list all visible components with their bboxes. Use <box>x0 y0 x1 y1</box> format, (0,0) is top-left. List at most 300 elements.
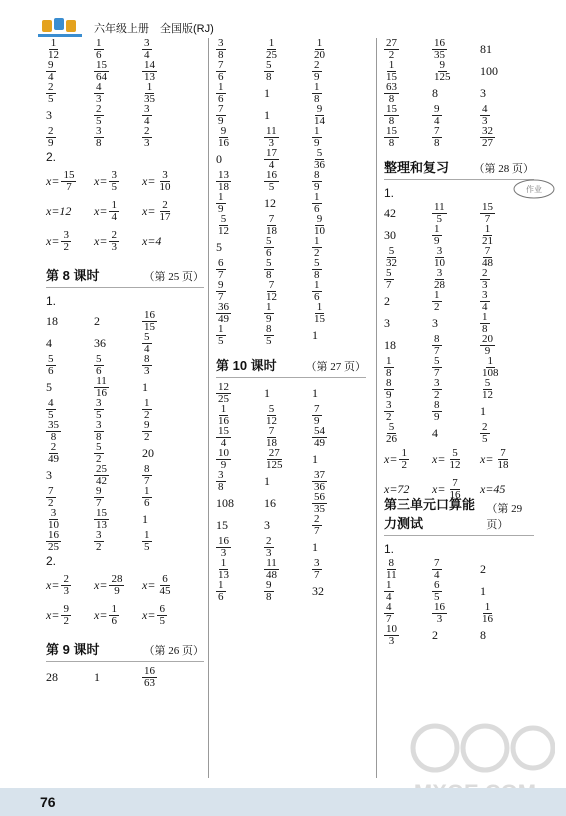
answer-row <box>46 196 204 226</box>
denominator: 49 <box>314 436 325 449</box>
numerator: 1 <box>218 322 224 335</box>
denominator: 4 <box>386 590 392 603</box>
denominator: 4 <box>144 342 150 355</box>
answer-cell <box>142 486 152 508</box>
fraction <box>432 602 447 625</box>
numerator: 37 <box>314 468 325 481</box>
numerator: 5 <box>266 58 272 71</box>
denominator: 10 <box>314 224 325 237</box>
section-title: 第三单元口算能力测试 <box>384 497 476 531</box>
fraction <box>480 126 495 149</box>
fraction <box>480 104 490 127</box>
answer-cell <box>142 166 172 196</box>
numerator: 15 <box>96 58 107 71</box>
denominator: 15 <box>386 70 397 83</box>
answer-cell <box>264 214 279 236</box>
fraction <box>94 82 104 105</box>
fraction <box>109 230 119 253</box>
fraction <box>109 574 124 597</box>
numerator: 1 <box>484 222 491 235</box>
answer-cell <box>480 378 495 400</box>
answer-value: 1 <box>264 385 270 400</box>
answer-row <box>46 376 204 398</box>
fraction <box>142 420 152 443</box>
answer-row <box>46 126 204 148</box>
answer-cell <box>384 422 399 444</box>
answer-cell <box>312 492 327 514</box>
answer-value: 15 <box>216 517 228 532</box>
equation-answer <box>142 200 172 223</box>
denominator: 8 <box>388 92 395 105</box>
fraction <box>384 246 399 269</box>
fraction <box>142 666 157 689</box>
fraction <box>157 604 167 627</box>
denominator: 42 <box>96 474 107 487</box>
numerator: 2 <box>482 266 488 279</box>
denominator: 11 <box>386 568 397 581</box>
equation-variable: x= <box>142 173 156 188</box>
fraction <box>432 38 447 61</box>
answer-row <box>46 442 204 464</box>
denominator: 16 <box>218 414 229 427</box>
question-label: 1. <box>46 294 57 308</box>
answer-cell <box>216 382 231 404</box>
answer-cell <box>384 224 396 246</box>
equation-variable: x= <box>94 203 108 218</box>
denominator: 5 <box>144 540 150 553</box>
equation-variable: x= <box>94 173 108 188</box>
answer-row <box>46 60 204 82</box>
fraction <box>432 104 442 127</box>
answer-cell <box>142 420 152 442</box>
fraction <box>94 376 109 399</box>
equation-answer <box>94 574 124 597</box>
numerator: 5 <box>220 212 227 225</box>
answer-cell <box>216 280 226 302</box>
answer-cell <box>46 310 58 332</box>
answer-cell <box>216 514 228 536</box>
numerator: 28 <box>111 572 123 585</box>
answer-value: 81 <box>480 41 492 56</box>
equation-answer <box>142 574 172 597</box>
denominator: 8 <box>96 430 102 443</box>
fraction <box>94 354 104 377</box>
section-page-ref: （第 28 页） <box>473 163 534 175</box>
answer-cell <box>480 38 492 60</box>
fraction <box>264 214 279 237</box>
fraction <box>432 400 442 423</box>
answer-cell <box>46 376 52 398</box>
denominator: 9 <box>218 114 224 127</box>
answer-cell <box>480 246 495 268</box>
denominator: 10 <box>434 256 445 269</box>
denominator: 6 <box>266 246 272 259</box>
fraction <box>480 602 495 625</box>
numerator: 8 <box>144 462 150 475</box>
fraction <box>216 470 226 493</box>
answer-cell <box>432 268 447 290</box>
fraction <box>142 464 152 487</box>
numerator: 8 <box>434 398 440 411</box>
numerator: 3 <box>96 418 102 431</box>
fraction <box>216 82 226 105</box>
fraction <box>312 104 327 127</box>
denominator: 2 <box>434 388 440 401</box>
numerator: 6 <box>218 256 224 269</box>
numerator: 5 <box>434 354 440 367</box>
fraction <box>216 258 226 281</box>
answer-row <box>46 420 204 442</box>
answer-cell <box>432 444 462 474</box>
numerator: 15 <box>218 424 229 437</box>
fraction <box>94 38 104 61</box>
denominator: 9 <box>314 136 320 149</box>
answer-cell <box>432 290 442 312</box>
answer-cell <box>94 486 104 508</box>
answer-cell <box>312 404 322 426</box>
denominator: 9 <box>386 388 392 401</box>
numerator: 7 <box>268 424 275 437</box>
denominator: 9 <box>266 312 272 325</box>
answer-cell <box>432 246 447 268</box>
denominator: 18 <box>497 458 509 471</box>
numerator: 12 <box>218 380 229 393</box>
fraction <box>94 60 109 83</box>
fraction <box>384 602 394 625</box>
fraction <box>94 420 104 443</box>
denominator: 25 <box>266 48 277 61</box>
fraction <box>46 60 56 83</box>
numerator: 3 <box>386 398 392 411</box>
numerator: 9 <box>316 212 323 225</box>
answer-cell <box>142 666 157 688</box>
denominator: 12 <box>266 414 277 427</box>
denominator: 2 <box>401 458 407 471</box>
answer-cell <box>432 60 453 82</box>
answer-row <box>46 166 204 196</box>
answer-row <box>46 464 204 486</box>
answer-column-1 <box>46 38 204 688</box>
fraction <box>432 334 442 357</box>
fraction <box>109 604 119 627</box>
fraction <box>264 404 279 427</box>
answer-row <box>384 312 534 334</box>
answer-cell <box>142 60 157 82</box>
numerator: 2 <box>96 102 102 115</box>
denominator: 3 <box>144 136 150 149</box>
fraction <box>142 38 152 61</box>
answer-value: 3 <box>432 315 438 330</box>
fraction <box>312 302 327 325</box>
answer-cell <box>432 224 442 246</box>
fraction <box>480 268 490 291</box>
answer-row <box>46 38 204 60</box>
denominator: 13 <box>144 70 155 83</box>
answer-row <box>216 148 366 170</box>
denominator: 10 <box>48 518 59 531</box>
answer-cell <box>480 602 495 624</box>
denominator: 8 <box>482 322 488 335</box>
denominator: 2 <box>48 496 54 509</box>
numerator: 8 <box>434 332 440 345</box>
numerator: 1 <box>50 36 57 49</box>
answer-value: 3 <box>46 467 52 482</box>
numerator: 8 <box>314 168 320 181</box>
denominator: 4 <box>48 70 54 83</box>
fraction <box>432 224 442 247</box>
answer-cell <box>94 38 104 60</box>
answer-row <box>384 334 534 356</box>
numerator: 10 <box>218 446 229 459</box>
fraction <box>312 558 322 581</box>
fraction <box>94 486 104 509</box>
answer-cell <box>312 38 327 60</box>
answer-cell <box>264 236 274 258</box>
denominator: 108 <box>482 366 499 379</box>
denominator: 3 <box>268 136 275 149</box>
numerator: 1 <box>96 36 102 49</box>
section-title: 第 8 课时 <box>46 268 100 283</box>
denominator: 3 <box>482 114 488 127</box>
numerator: 1 <box>218 578 224 591</box>
answer-value: 18 <box>384 337 396 352</box>
numerator: 27 <box>386 36 397 49</box>
fraction <box>142 398 152 421</box>
denominator: 2 <box>144 430 150 443</box>
denominator: 3 <box>436 612 443 625</box>
header-text: 六年级上册 全国版(RJ) <box>94 23 214 35</box>
denominator: 8 <box>434 136 440 149</box>
fraction <box>432 558 442 581</box>
equation-variable: x= <box>384 451 398 466</box>
answer-cell <box>312 192 322 214</box>
denominator: 18 <box>266 224 277 237</box>
numerator: 3 <box>434 376 440 389</box>
equation-answer <box>94 200 119 223</box>
equation-answer <box>432 448 462 471</box>
answer-row <box>46 82 204 104</box>
denominator: 2 <box>388 48 395 61</box>
numerator: 5 <box>266 256 272 269</box>
answer-column-2 <box>216 38 366 602</box>
answer-cell <box>94 464 109 486</box>
numerator: 1 <box>268 36 275 49</box>
denominator: 3 <box>482 278 488 291</box>
numerator: 3 <box>111 168 117 181</box>
answer-row <box>216 104 366 126</box>
fraction <box>264 558 279 581</box>
answer-value: 0 <box>216 151 222 166</box>
denominator: 16 <box>96 386 107 399</box>
answer-cell <box>46 332 52 354</box>
answer-value: 5 <box>216 239 222 254</box>
answer-cell <box>216 82 226 104</box>
numerator: 1 <box>484 600 491 613</box>
section-header <box>216 350 366 378</box>
answer-row <box>46 354 204 376</box>
numerator: 56 <box>314 490 325 503</box>
equation-answer <box>46 230 71 253</box>
equation-answer <box>46 574 71 597</box>
fraction <box>399 448 409 471</box>
denominator: 49 <box>48 452 59 465</box>
answer-cell <box>46 570 71 600</box>
numerator: 5 <box>96 352 102 365</box>
denominator: 6 <box>218 92 224 105</box>
answer-row <box>46 530 204 552</box>
equation-variable: x= <box>46 233 60 248</box>
svg-text:作业: 作业 <box>526 185 542 194</box>
answer-cell <box>94 82 104 104</box>
denominator: 8 <box>266 70 272 83</box>
fraction <box>264 258 274 281</box>
answer-cell <box>46 442 61 464</box>
numerator: 4 <box>482 102 488 115</box>
answer-cell <box>264 126 279 148</box>
answer-cell <box>216 104 226 126</box>
fraction <box>94 442 104 465</box>
denominator: 32 <box>386 256 397 269</box>
answer-cell <box>216 60 226 82</box>
answer-value: 36 <box>94 335 106 350</box>
denominator: 7 <box>484 212 491 225</box>
answer-row <box>216 236 366 258</box>
answer-cell <box>432 202 447 224</box>
answer-value: 1 <box>264 473 270 488</box>
fraction <box>312 258 322 281</box>
denominator: 4 <box>144 48 150 61</box>
numerator: 9 <box>48 58 54 71</box>
answer-cell <box>432 602 447 624</box>
answer-cell <box>46 82 56 104</box>
answer-cell <box>94 376 109 398</box>
answer-value: 2 <box>480 561 486 576</box>
fraction <box>142 530 152 553</box>
fraction <box>432 580 442 603</box>
numerator: 9 <box>96 484 102 497</box>
denominator: 5 <box>159 614 165 627</box>
denominator: 48 <box>482 256 493 269</box>
fraction <box>312 280 322 303</box>
fraction <box>432 356 442 379</box>
fraction <box>312 38 327 61</box>
denominator: 13 <box>218 568 229 581</box>
denominator: 3 <box>96 92 102 105</box>
section-header <box>46 634 204 662</box>
answer-cell <box>312 60 322 82</box>
fraction <box>384 378 394 401</box>
answer-cell <box>264 536 274 558</box>
answer-row <box>46 508 204 530</box>
answer-value: 3 <box>384 315 390 330</box>
answer-cell <box>46 508 61 530</box>
denominator: 5 <box>482 432 488 445</box>
fraction <box>46 38 61 61</box>
answer-cell <box>312 448 318 470</box>
numerator: 11 <box>96 374 107 387</box>
denominator: 3 <box>220 546 227 559</box>
denominator: 28 <box>434 278 445 291</box>
answer-value: 1 <box>94 669 100 684</box>
numerator: 6 <box>162 572 168 585</box>
fraction <box>264 60 274 83</box>
answer-cell <box>46 226 71 256</box>
numerator: 1 <box>144 528 150 541</box>
fraction <box>264 302 274 325</box>
numerator: 5 <box>268 402 275 415</box>
answer-value: 8 <box>432 85 438 100</box>
denominator: 12 <box>449 458 461 471</box>
fraction <box>142 332 152 355</box>
answer-cell <box>384 444 409 474</box>
numerator: 7 <box>268 212 275 225</box>
answer-row <box>216 214 366 236</box>
equation-answer <box>142 604 167 627</box>
answer-cell <box>46 60 56 82</box>
numerator: 2 <box>111 228 117 241</box>
denominator: 9 <box>484 344 491 357</box>
answer-value: 4 <box>432 425 438 440</box>
answer-row <box>46 104 204 126</box>
numerator: 5 <box>48 352 54 365</box>
denominator: 16 <box>449 488 461 501</box>
answer-value: 4 <box>46 335 52 350</box>
answer-cell <box>216 558 231 580</box>
numerator: 2 <box>482 420 488 433</box>
answer-cell <box>216 38 226 60</box>
fraction <box>432 60 453 83</box>
denominator: 5 <box>96 408 102 421</box>
numerator: 3 <box>144 36 150 49</box>
section-page-ref: （第 29 页） <box>486 503 523 531</box>
answer-cell <box>264 470 270 492</box>
numerator: 1 <box>314 278 320 291</box>
answer-row <box>216 514 366 536</box>
answer-value: 42 <box>384 205 396 220</box>
numerator: 20 <box>482 332 493 345</box>
denominator: 14 <box>314 114 325 127</box>
denominator: 4 <box>434 114 440 127</box>
fraction <box>61 604 71 627</box>
denominator: 7 <box>314 524 320 537</box>
answer-cell <box>46 104 52 126</box>
answer-cell <box>432 378 442 400</box>
numerator: 2 <box>314 512 320 525</box>
answer-cell <box>264 38 279 60</box>
fraction <box>447 448 462 471</box>
fraction <box>46 442 61 465</box>
fraction <box>312 214 327 237</box>
denominator: 12 <box>482 388 493 401</box>
numerator: 2 <box>48 124 54 137</box>
answer-cell <box>480 60 498 82</box>
numerator: 7 <box>434 124 440 137</box>
numerator: 1 <box>266 300 272 313</box>
answer-cell <box>142 354 152 376</box>
answer-cell <box>216 492 234 514</box>
numerator: 1 <box>314 190 320 203</box>
denominator: 8 <box>266 268 272 281</box>
answer-cell <box>142 226 161 256</box>
numerator: 7 <box>500 446 506 459</box>
numerator: 3 <box>96 528 102 541</box>
answer-value: 30 <box>384 227 396 242</box>
answer-cell <box>94 420 104 442</box>
denominator: 4 <box>220 436 227 449</box>
answer-row <box>384 624 534 646</box>
fraction <box>109 200 119 223</box>
equation-answer <box>46 170 76 193</box>
